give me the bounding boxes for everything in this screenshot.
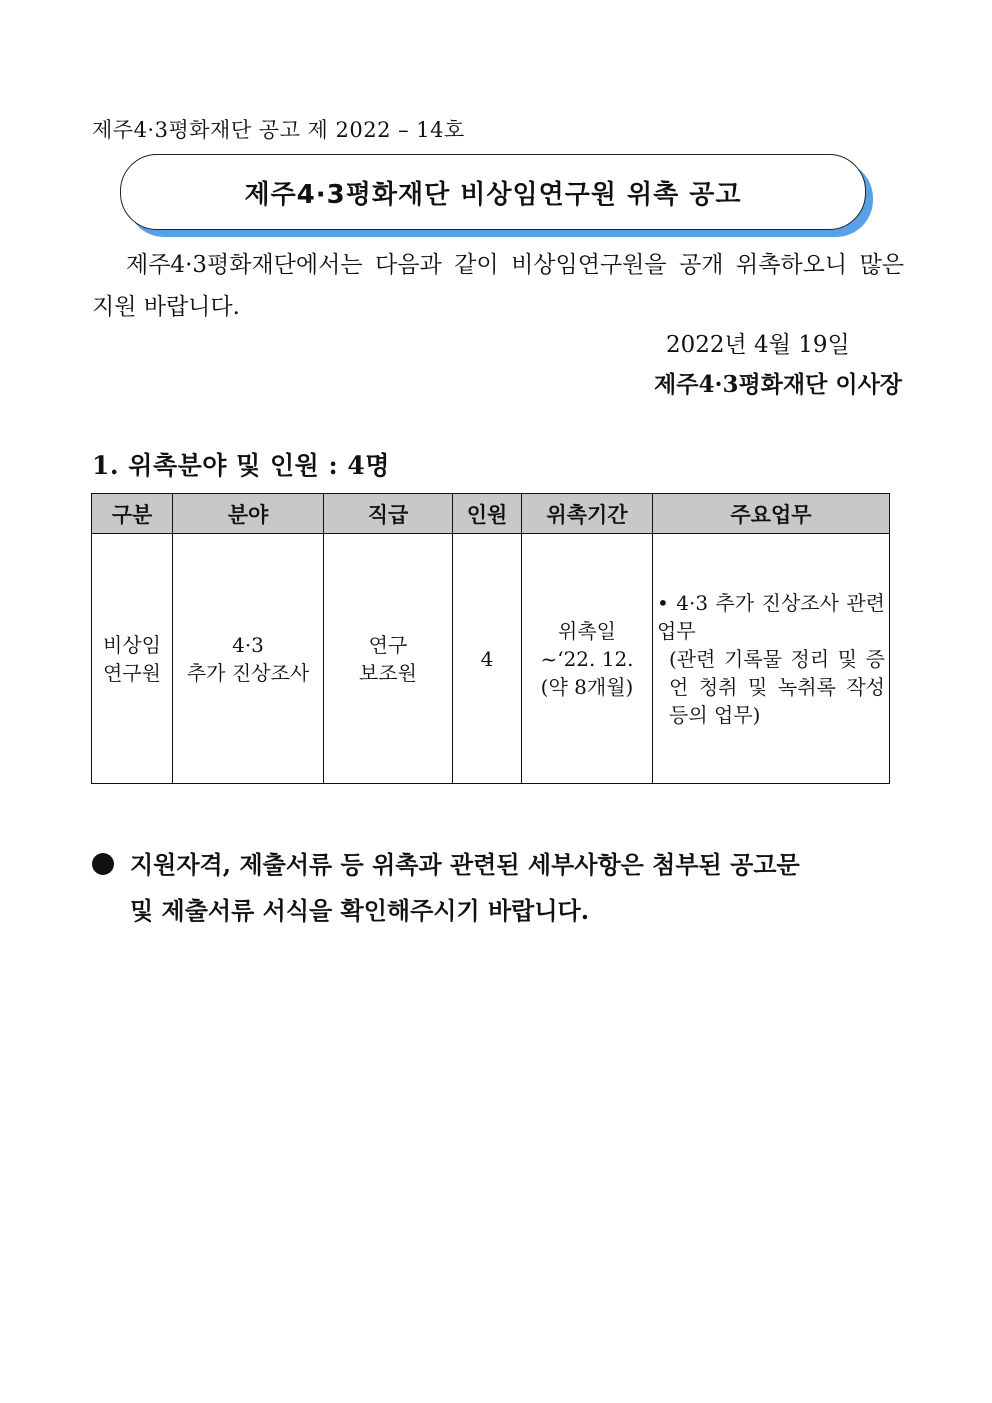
period-line: 위촉일 xyxy=(558,618,616,643)
cell-duties xyxy=(653,534,890,784)
cell-position xyxy=(324,534,453,784)
field-line: 4·3 xyxy=(232,632,264,657)
category-line: 비상임 xyxy=(103,632,161,657)
table-header-row xyxy=(92,494,890,534)
duty-line: 등의 업무) xyxy=(669,702,761,727)
header-count: 인원 xyxy=(453,494,522,534)
notice-line-1: 지원자격, 제출서류 등 위촉과 관련된 세부사항은 첨부된 공고문 xyxy=(130,850,800,879)
document-title: 제주4·3평화재단 비상임연구원 위촉 공고 xyxy=(244,179,742,210)
notice-bullet xyxy=(92,842,800,934)
header-field: 분야 xyxy=(173,494,324,534)
category-line: 연구원 xyxy=(103,660,161,685)
bullet-dot-icon xyxy=(92,853,114,875)
period-line: (약 8개월) xyxy=(540,674,634,699)
notice-number: 제주4·3평화재단 공고 제 2022 – 14호 xyxy=(92,118,465,142)
table-row xyxy=(92,534,890,784)
header-duties: 주요업무 xyxy=(653,494,890,534)
duty-line: 언 청취 및 녹취록 작성 xyxy=(669,674,885,699)
position-line: 연구 xyxy=(368,632,408,657)
notice-date: 2022년 4월 19일 xyxy=(666,332,850,358)
header-period: 위촉기간 xyxy=(522,494,653,534)
cell-period xyxy=(522,534,653,784)
intro-paragraph xyxy=(92,244,904,328)
cell-count: 4 xyxy=(453,534,522,784)
notice-line-2: 및 제출서류 서식을 확인해주시기 바랍니다. xyxy=(130,896,590,925)
cell-field xyxy=(173,534,324,784)
header-position: 직급 xyxy=(324,494,453,534)
cell-category xyxy=(92,534,173,784)
duty-line: (관련 기록물 정리 및 증 xyxy=(669,646,885,671)
position-line: 보조원 xyxy=(359,660,417,685)
recruitment-table xyxy=(91,493,890,784)
notice-line-1-wrap xyxy=(92,842,800,888)
issuer: 제주4·3평화재단 이사장 xyxy=(654,371,902,398)
header-category: 구분 xyxy=(92,494,173,534)
field-line: 추가 진상조사 xyxy=(186,660,310,685)
period-line: ~‘22. 12. xyxy=(540,646,634,671)
intro-line-2: 지원 바랍니다. xyxy=(92,294,240,320)
intro-line-1: 제주4·3평화재단에서는 다음과 같이 비상임연구원을 공개 위촉하오니 많은 xyxy=(126,252,904,278)
section-heading: 1. 위촉분야 및 인원 : 4명 xyxy=(92,451,390,480)
title-box xyxy=(120,154,866,230)
duty-line: • 4·3 추가 진상조사 관련 업무 xyxy=(657,590,885,643)
